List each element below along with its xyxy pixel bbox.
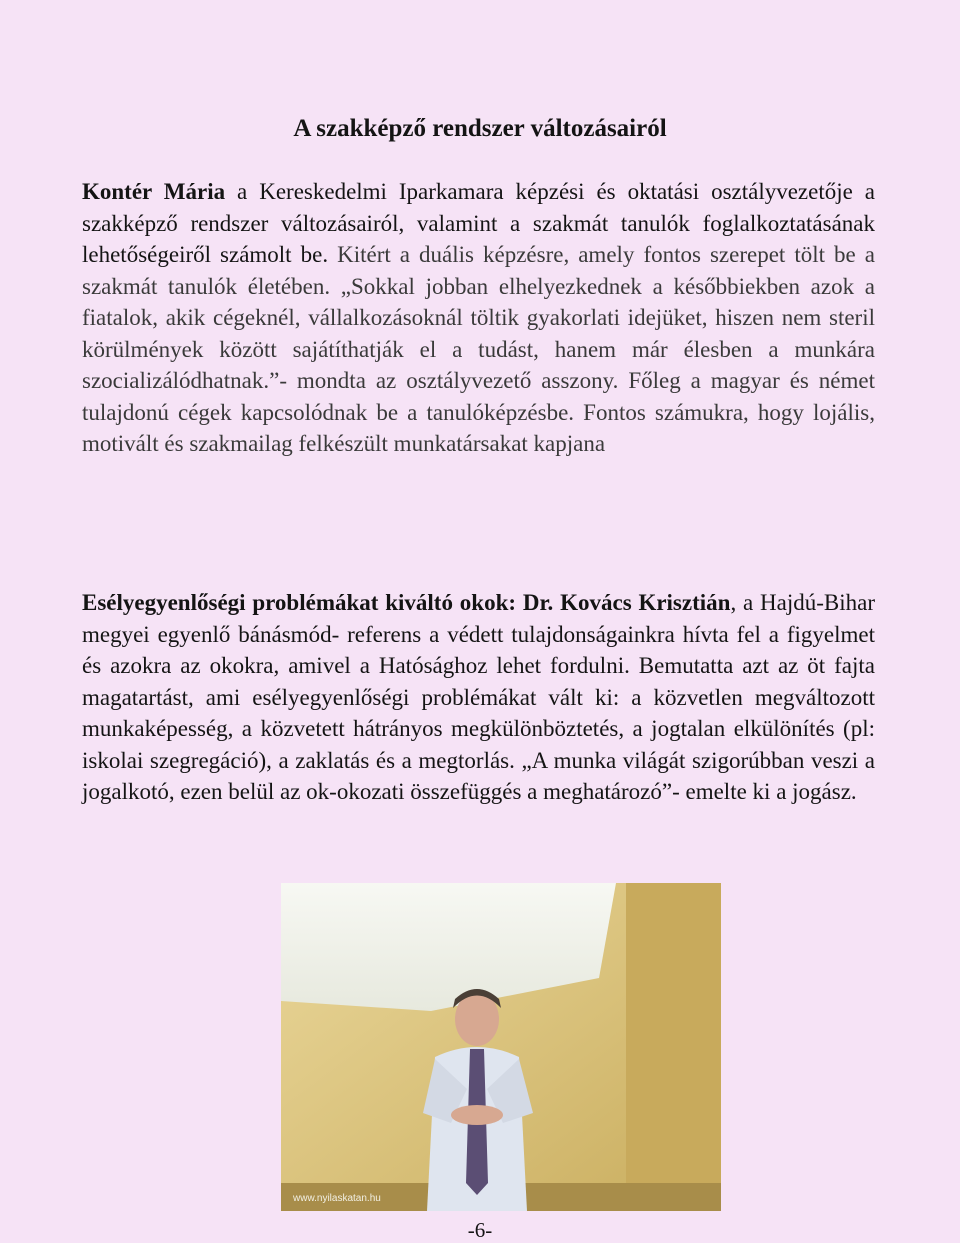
paragraph1-text-b: Kitért a duális képzésre, amely fontos szerepet tölt be a szakmát tanulók életében. „Sokkal jobban elhelyezkednek a későbbiekben azok a fiatalok, akik cégeknél, vállalkozásoknál töltik gyakorlati idejüket, hiszen nem steril körülmények között sajátíthatják el a tudást, hanem már élesben a munkára szocializálódhatnak.”- mondta az osztályvezető asszony. Főleg a magyar és német tulajdonú cégek kapcsolódnak be a tanulóképzésbe. Fontos számukra, hogy lojális, motivált és szakmailag felkészült munkatársakat kapjana — [82, 242, 875, 456]
speaker-photo — [281, 883, 721, 1211]
page-number: -6- — [467, 1218, 493, 1242]
section-heading-eselyegyenloseg: Esélyegyenlőségi problémákat kiváltó okok: — [82, 590, 517, 615]
paragraph1-text-a: a Kereskedelmi Iparkamara képzési és oktatási osztályvezetője a szakképző rendszer változásairól, valamint a szakmát tanulók foglalkoztatásának lehetőségeiről számolt be. — [82, 179, 875, 267]
paragraph2-text: , a Hajdú-Bihar megyei egyenlő bánásmód- referens a védett tulajdonságainkra hívta fel a figyelmet és azokra az okokra, amivel a Hatósághoz lehet fordulni. Bemutatta azt az öt fajta magatartást, ami esélyegyenlőségi problémákat vált ki: a közvetlen megváltozott munkaképesség, a közvetett hátrányos megkülönböztetés, a jogtalan elkülönítés (pl: iskolai szegregáció), a zaklatás és a megtorlás. „A munka világát szigorúbban veszi a jogalkotó, ezen belül az ok-okozati összefüggés a meghatározó”- emelte ki a jogász. — [82, 590, 875, 804]
speaker-name-konter: Kontér Mária — [82, 179, 226, 204]
presenter-hands — [451, 1105, 503, 1125]
speaker-photo-illustration — [281, 883, 721, 1211]
paragraph-konter-maria — [82, 176, 875, 460]
photo-watermark: www.nyilaskatan.hu — [293, 1193, 381, 1204]
paragraph-kovacs-krisztian — [82, 587, 875, 808]
side-wall — [626, 883, 721, 1211]
page-title: A szakképző rendszer változásairól — [293, 115, 667, 142]
speaker-name-kovacs: Dr. Kovács Krisztián — [522, 590, 731, 615]
